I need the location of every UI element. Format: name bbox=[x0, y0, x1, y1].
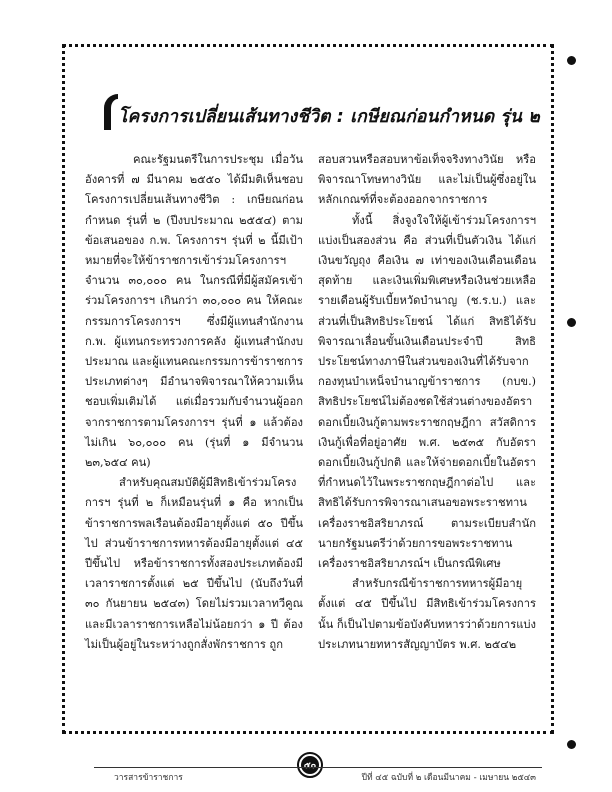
issue-info: ปีที่ ๔๕ ฉบับที่ ๒ เดือนมีนาคม - เมษายน ๒๕๔๓ bbox=[361, 773, 536, 783]
article-header bbox=[104, 94, 540, 134]
paragraph: คณะรัฐมนตรีในการประชุม เมื่อวันอังคารที่ ๗ มีนาคม ๒๕๕๐ ได้มีมติเห็นชอบโครงการเปลี่ยนเส้นทางชีวิต : เกษียณก่อนกำหนด รุ่นที่ ๒ (ปีงบประมาณ ๒๕๕๔) ตามข้อเสนอของ ก.พ. โครงการฯ รุ่นที่ ๒ นี้มีเป้าหมายที่จะให้ข้าราชการเข้าร่วมโครงการฯ จำนวน ๓๐,๐๐๐ คน ในกรณีที่มีผู้สมัครเข้าร่วมโครงการฯ เกินกว่า ๓๐,๐๐๐ คน ให้คณะกรรมการโครงการฯ ซึ่งมีผู้แทนสำนักงาน ก.พ. ผู้แทนกระทรวงการคลัง ผู้แทนสำนักงบประมาณ และผู้แทนคณะกรรมการข้าราชการประเภทต่างๆ มีอำนาจพิจารณาให้ความเห็นชอบเพิ่มเติมได้ แต่เมื่อรวมกับจำนวนผู้ออกจากราชการตามโครงการฯ รุ่นที่ ๑ แล้วต้องไม่เกิน ๖๐,๐๐๐ คน (รุ่นที่ ๑ มีจำนวน ๒๓,๖๕๔ คน) bbox=[85, 153, 303, 470]
paragraph: สอบสวนหรือสอบหาข้อเท็จจริงทางวินัย หรือพิจารณาโทษทางวินัย และไม่เป็นผู้ซึ่งอยู่ในหลักเกณฑ์ที่จะต้องออกจากราชการ bbox=[318, 153, 536, 207]
journal-name: วารสารข้าราชการ bbox=[114, 773, 183, 783]
paragraph: สำหรับคุณสมบัติผู้มีสิทธิเข้าร่วมโครงการฯ รุ่นที่ ๒ ก็เหมือนรุ่นที่ ๑ คือ หากเป็นข้าราชการพลเรือนต้องมีอายุตั้งแต่ ๕๐ ปีขึ้นไป ส่วนข้าราชการทหารต้องมีอายุตั้งแต่ ๔๕ ปีขึ้นไป หรือข้าราชการทั้งสองประเภทต้องมีเวลาราชการตั้งแต่ ๒๕ ปีขึ้นไป (นับถึงวันที่ ๓๐ กันยายน ๒๕๔๓) โดยไม่รวมเวลาทวีคูณ และมีเวลาราชการเหลือไม่น้อยกว่า ๑ ปี ต้องไม่เป็นผู้อยู่ในระหว่างถูกสั่งพักราชการ ถูก bbox=[85, 476, 303, 651]
title-bracket-ornament bbox=[104, 94, 118, 130]
article-title: โครงการเปลี่ยนเส้นทางชีวิต : เกษียณก่อนกำหนด รุ่น ๒ bbox=[118, 107, 540, 127]
binder-dot-middle bbox=[567, 318, 576, 327]
right-column bbox=[318, 150, 536, 700]
binder-dot-bottom bbox=[567, 740, 576, 749]
paragraph: สำหรับกรณีข้าราชการทหารผู้มีอายุตั้งแต่ ๔๕ ปีขึ้นไป มีสิทธิเข้าร่วมโครงการ นั้น ก็เป็นไปตามข้อบังคับทหารว่าด้วยการแบ่งประเภทนายทหารสัญญาบัตร พ.ศ. ๒๕๔๒ bbox=[318, 577, 536, 651]
binder-dot-top bbox=[567, 56, 576, 65]
paragraph: ทั้งนี้ สิ่งจูงใจให้ผู้เข้าร่วมโครงการฯ แบ่งเป็นสองส่วน คือ ส่วนที่เป็นตัวเงิน ได้แก่ เงินขวัญถุง คือเงิน ๗ เท่าของเงินเดือนเดือนสุดท้าย และเงินเพิ่มพิเศษหรือเงินช่วยเหลือรายเดือนผู้รับเบี้ยหวัดบำนาญ (ช.ร.บ.) และส่วนที่เป็นสิทธิประโยชน์ ได้แก่ สิทธิได้รับพิจารณาเลื่อนขั้นเงินเดือนประจำปี สิทธิประโยชน์ทางภาษีในส่วนของเงินที่ได้รับจากกองทุนบำเหน็จบำนาญข้าราชการ (กบข.) สิทธิประโยชน์ไม่ต้องชดใช้ส่วนต่างของอัตราดอกเบี้ยเงินกู้ตามพระราชกฤษฎีกา สวัสดิการเงินกู้เพื่อที่อยู่อาศัย พ.ศ. ๒๕๓๕ กับอัตราดอกเบี้ยเงินกู้ปกติ และให้จ่ายดอกเบี้ยในอัตราที่กำหนดไว้ในพระราชกฤษฎีกาต่อไป และสิทธิได้รับการพิจารณาเสนอขอพระราชทานเครื่องราชอิสริยาภรณ์ ตามระเบียบสำนักนายกรัฐมนตรีว่าด้วยการขอพระราชทานเครื่องราชอิสริยาภรณ์ฯ เป็นกรณีพิเศษ bbox=[318, 213, 536, 571]
page-number: ๕๐ bbox=[301, 756, 319, 774]
page-footer bbox=[94, 767, 542, 784]
left-column bbox=[85, 150, 303, 700]
